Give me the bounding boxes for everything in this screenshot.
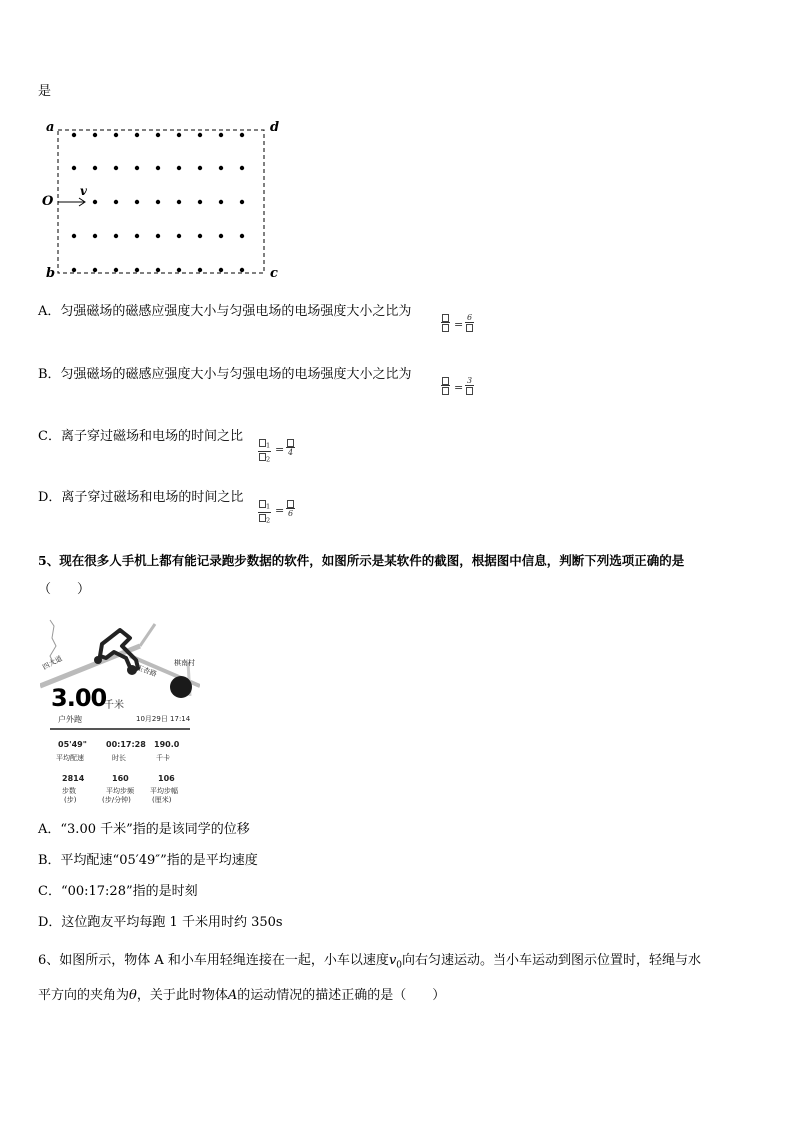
q6-text-2: 向右匀速运动。当小车运动到图示位置时，轻绳与水 [402,953,702,968]
field-dot [135,268,139,272]
field-dot [93,268,97,272]
field-dot [240,133,244,137]
field-dot [198,268,202,272]
q6-text-3: 平方向的夹角为 [38,988,130,1003]
field-dot [114,268,118,272]
q6-text-1: 6、如图所示，物体 A 和小车用轻绳连接在一起，小车以速度 [38,953,389,968]
q5-stem-line1: 5、现在很多人手机上都有能记录跑步数据的软件，如图所示是某软件的截图，根据图中信息，判断下列选项正确的是 [38,553,685,568]
village-label: 棋南村 [174,659,195,667]
road-label-1: 四大道 [41,654,64,672]
sub-1: 1 [266,502,271,511]
q6-text-5: 的运动情况的描述正确的是（ ） [237,988,446,1003]
magnetic-field-dots [72,133,244,272]
q6-symbol-a: A [227,988,238,1003]
field-dot [93,133,97,137]
corner-label-d: d [270,120,280,135]
stat-pace-label: 平均配速 [56,754,84,762]
stat-stride-value: 106 [158,774,175,783]
field-dot [177,234,181,238]
field-dot [240,268,244,272]
frac-c-den: 4 [287,448,294,457]
sub-2: 2 [266,516,271,525]
stat-steps-label: 步数 [62,787,76,795]
q5-stem-line2: （ ） [38,582,91,597]
stat-cadence-unit: (步/分钟) [102,796,131,804]
q4-option-b-equation: = 3 [441,376,481,404]
field-dot [177,166,181,170]
frac-b-num: 3 [466,376,473,385]
q4-option-d: D．离子穿过磁场和电场的时间之比 [38,490,244,505]
stat-steps-value: 2814 [62,774,85,783]
field-dot [114,200,118,204]
map-poi-icon [170,676,192,698]
field-dot [219,166,223,170]
stat-kcal-label: 千卡 [156,754,170,762]
q4-option-c: C．离子穿过磁场和电场的时间之比 [38,429,243,444]
field-dot [135,234,139,238]
continued-text: 是 [38,84,52,99]
road-label-2: 玉杏路 [135,663,158,679]
field-dot [114,166,118,170]
field-dot [72,166,76,170]
running-app-screenshot [40,616,200,808]
field-dot [156,268,160,272]
q6-symbol-v: v [388,953,397,968]
activity-type: 户外跑 [58,715,82,724]
stat-stride-unit: (厘米) [152,796,172,804]
field-dot [177,133,181,137]
field-dot [198,166,202,170]
stat-duration-value: 00:17:28 [106,740,146,749]
frac-d-den: 6 [287,509,294,518]
field-dot [93,166,97,170]
distance-unit: 千米 [104,700,124,711]
start-marker [94,656,102,664]
field-dot [198,133,202,137]
stat-pace-value: 05'49" [58,740,87,749]
field-dot [240,166,244,170]
field-dot [198,234,202,238]
q5-option-c: C．“00:17:28”指的是时刻 [38,884,198,899]
field-dot [135,133,139,137]
sub-2: 2 [266,455,271,464]
q4-option-d-equation: $\frac{_1}{_2}$ = 6 [258,499,302,527]
q6-symbol-v-sub: 0 [396,960,403,971]
field-dot [156,200,160,204]
field-dot [72,133,76,137]
field-dot [156,133,160,137]
q5-option-a: A．“3.00 千米”指的是该同学的位移 [38,822,250,837]
distance-value: 3.00 [51,684,107,712]
field-dot [177,268,181,272]
field-dot [93,200,97,204]
field-dot [177,200,181,204]
q4-option-c-equation: $\frac{_1}{_2}$ = 4 [258,438,302,466]
stat-cadence-label: 平均步频 [106,787,134,795]
stat-kcal-value: 190.0 [154,740,180,749]
field-figure [36,116,286,282]
corner-label-b: b [46,266,56,281]
field-dot [72,268,76,272]
field-dot [240,234,244,238]
field-dot [156,166,160,170]
q5-option-d: D．这位跑友平均每跑 1 千米用时约 350s [38,915,283,930]
field-diagram-svg [36,116,286,282]
q6-stem-line2 [38,988,445,1004]
q6-stem-line1 [38,953,701,974]
field-dot [219,133,223,137]
field-dot [72,234,76,238]
field-dot [135,166,139,170]
field-dot [219,268,223,272]
field-dot [240,200,244,204]
branch-road [140,624,155,646]
q4-option-a-equation: = 6 [441,313,481,341]
field-dot [219,234,223,238]
field-dot [114,234,118,238]
frac-a-num: 6 [466,313,473,322]
stat-duration-label: 时长 [112,754,126,762]
field-dot [114,133,118,137]
origin-label-o: O [42,194,54,209]
velocity-label-v: v [80,184,87,198]
field-dot [198,200,202,204]
corner-label-a: a [46,120,55,135]
q6-symbol-theta: θ [129,988,137,1003]
sub-1: 1 [266,441,271,450]
q6-text-4: ，关于此时物体 [136,988,228,1003]
q5-option-b: B．平均配速“05′49″”指的是平均速度 [38,853,258,868]
stat-stride-label: 平均步幅 [150,787,178,795]
field-dot [93,234,97,238]
corner-label-c: c [270,266,278,281]
q4-option-a: A．匀强磁场的磁感应强度大小与匀强电场的电场强度大小之比为 [38,304,412,319]
divider [50,728,190,730]
field-boundary [58,130,264,273]
field-dot [156,234,160,238]
stat-steps-unit: (步) [64,796,77,804]
q4-option-b: B．匀强磁场的磁感应强度大小与匀强电场的电场强度大小之比为 [38,367,412,382]
date-time: 10月29日 17:14 [136,715,191,723]
field-dot [135,200,139,204]
field-dot [219,200,223,204]
stat-cadence-value: 160 [112,774,129,783]
